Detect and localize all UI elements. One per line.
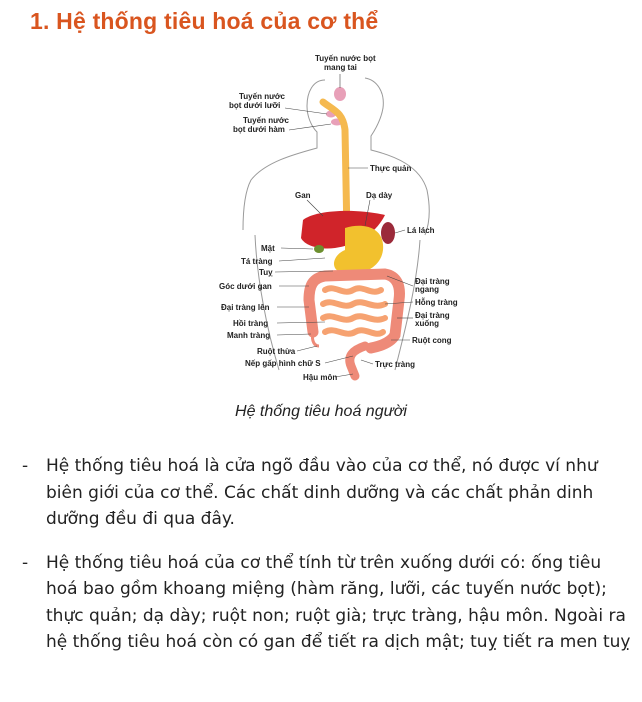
figure-caption: Hệ thống tiêu hoá người <box>235 403 407 420</box>
label-transverse-colon-1: Đại tràng <box>415 277 450 286</box>
bullet-list <box>22 453 632 656</box>
label-transverse-colon-2: ngang <box>415 285 439 294</box>
bullet-dash: - <box>22 552 29 573</box>
label-rectum: Trực tràng <box>375 360 416 369</box>
label-cecum: Manh tràng <box>227 331 271 340</box>
label-ileum: Hồi tràng <box>233 319 269 328</box>
bullet-text: Hệ thống tiêu hoá là cửa ngõ đầu vào của cơ thể, nó được ví như biên giới của cơ thể. Các chất dinh dưỡng và các chất phản dinh dưỡng đều đi qua đây. <box>46 456 598 529</box>
label-gall-bladder: Mật <box>261 244 275 253</box>
bullet-item <box>22 550 632 656</box>
label-submandibular-gland-2: bọt dưới hàm <box>233 125 285 134</box>
label-liver: Gan <box>295 191 311 200</box>
digestive-system-figure <box>215 50 458 390</box>
label-jejunum: Hỗng tràng <box>415 298 458 307</box>
label-sublingual-gland-2: bọt dưới lưỡi <box>229 101 281 110</box>
spleen <box>381 222 395 244</box>
bullet-item <box>22 453 632 533</box>
label-anus: Hậu môn <box>303 373 338 382</box>
label-appendix: Ruột thừa <box>257 347 296 356</box>
label-duodenum: Tá tràng <box>241 257 273 266</box>
label-stomach: Dạ dày <box>366 191 393 200</box>
section-heading: 1. Hệ thống tiêu hoá của cơ thể <box>30 8 379 34</box>
label-s-fold: Nếp gấp hình chữ S <box>245 359 321 368</box>
label-pancreas: Tuỵ <box>259 268 273 277</box>
label-parotid-gland-2: mang tai <box>324 63 357 72</box>
label-spleen: Lá lách <box>407 226 435 235</box>
parotid-gland <box>334 87 346 101</box>
bullet-dash: - <box>22 456 29 476</box>
label-descending-colon-2: xuống <box>415 319 439 328</box>
digestive-system-diagram <box>215 50 458 390</box>
label-ascending-colon: Đại tràng lên <box>221 303 270 312</box>
gall-bladder <box>314 245 324 253</box>
large-intestine <box>309 274 399 348</box>
label-sublingual-gland-1: Tuyến nước <box>239 92 286 101</box>
label-hepatic-flexure: Góc dưới gan <box>219 282 272 291</box>
label-esophagus: Thực quản <box>370 164 412 173</box>
label-submandibular-gland-1: Tuyến nước <box>243 116 290 125</box>
label-parotid-gland-1: Tuyến nước bọt <box>315 54 376 63</box>
rectum <box>350 346 365 376</box>
label-sigmoid-colon: Ruột cong <box>412 336 452 345</box>
small-intestine <box>323 288 385 333</box>
bullet-text: Hệ thống tiêu hoá của cơ thể tính từ trên xuống dưới có: ống tiêu hoá bao gồm khoang miệng (hàm răng, lưỡi, các tuyến nước bọt); thực quản; dạ dày; ruột non; ruột già; trực tràng, hậu môn. Ngoài ra hệ thống tiêu hoá còn có gan để tiết ra dịch mật; tuỵ tiết ra men tuỵ <box>46 552 631 652</box>
label-descending-colon-1: Đại tràng <box>415 311 450 320</box>
